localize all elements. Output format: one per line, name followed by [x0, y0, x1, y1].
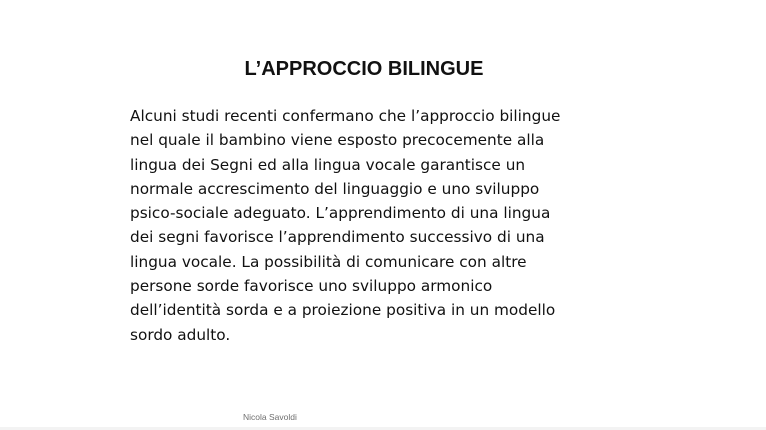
body-line: lingua dei Segni ed alla lingua vocale garantisce un	[130, 155, 526, 174]
body-line: lingua vocale. La possibilità di comunicare con altre	[130, 252, 527, 271]
body-line: Alcuni studi recenti confermano che l’approccio bilingue	[130, 107, 561, 125]
body-line: persone sorde favorisce uno sviluppo armonico	[130, 277, 493, 296]
body-paragraph	[130, 104, 600, 347]
body-line: sordo adulto.	[130, 325, 231, 344]
footer-author: Nicola Savoldi	[243, 412, 297, 422]
body-line: normale accrescimento del linguaggio e uno sviluppo	[130, 179, 540, 198]
slide-title: L’APPROCCIO BILINGUE	[244, 58, 484, 80]
body-line: psico-sociale adeguato. L’apprendimento di una lingua	[130, 204, 551, 223]
body-line: dei segni favorisce l’apprendimento successivo di una	[130, 228, 545, 247]
body-line: dell’identità sorda e a proiezione positiva in un modello	[130, 301, 556, 320]
body-line: nel quale il bambino viene esposto precocemente alla	[130, 131, 545, 150]
